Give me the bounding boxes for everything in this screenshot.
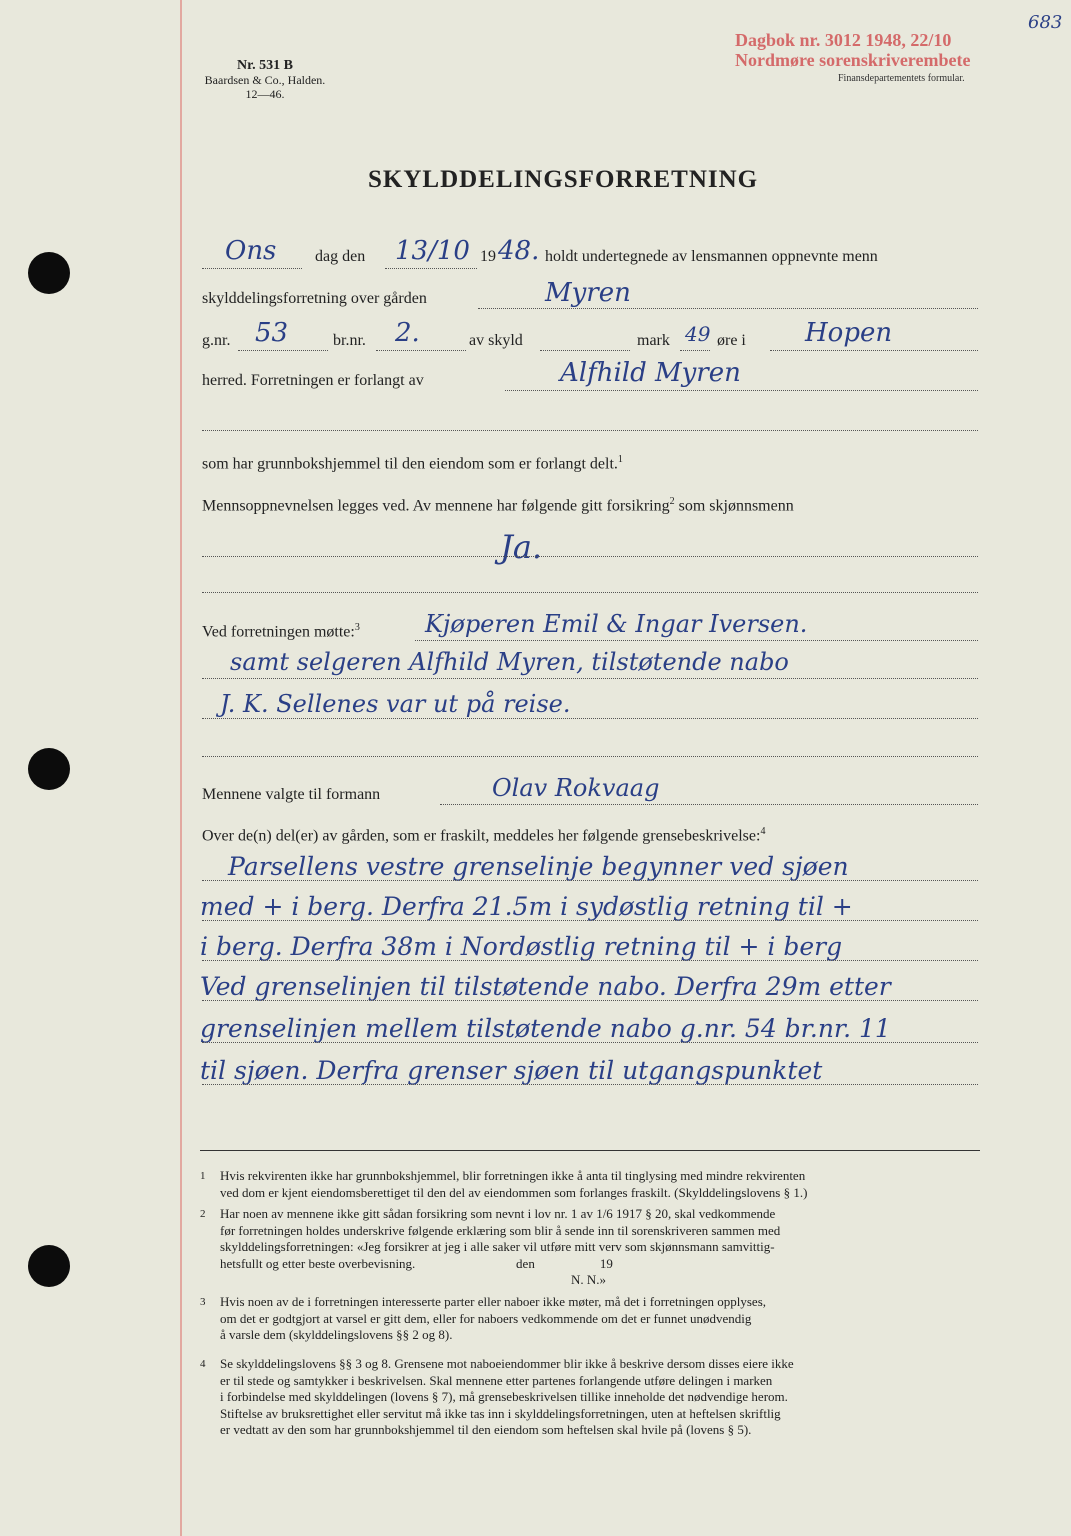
fill-line [202,556,978,557]
footnote-line: i forbindelse med skylddelingen (lovens § 7), må grensebeskrivelsen tillike inneholde det nødvendige herom. [220,1389,788,1404]
footnote-line: Stiftelse av bruksrettighet eller servitut må ikke tas inn i skylddelingsforretningen, uten at heftelsen skriftlig [220,1405,781,1421]
form-number-block [200,58,330,101]
label-over-deler: Over de(n) del(er) av gården, som er fraskilt, meddeles her følgende grensebeskrivelse:$^4$ [202,826,766,845]
attendee-line: J. K. Sellenes var ut på reise. [220,690,571,718]
footnote-line: å varsle dem (skylddelingslovens §§ 2 og 8). [220,1327,453,1342]
label-gnr: g.nr. [202,332,231,349]
boundary-line: i berg. Derfra 38m i Nordøstlig retning til + i berg [200,932,843,961]
footnote-line: før forretningen holdes underskrive følgende erklæring som blir å sende inn til sorenskriveren sammen med [220,1222,781,1238]
page-number: 683 [1028,12,1063,33]
boundary-line: til sjøen. Derfra grenser sjøen til utgangspunktet [200,1056,823,1085]
footnote-line: Hvis rekvirenten ikke har grunnbokshjemmel, blir forretningen ikke å anta til tinglysing med mindre rekvirenten [220,1168,806,1183]
year-handwritten: 48. [498,236,540,266]
footnote-line: er vedtatt av den som har grunnbokshjemmel til den eiendom som heftelsen skal hvile på (lovens § 5). [220,1422,752,1437]
label-mott: Ved forretningen møtte:$^3$ [202,622,360,641]
fill-line [202,1084,978,1085]
fill-line [376,350,466,351]
requested-by-handwritten: Alfhild Myren [560,358,741,388]
print-date: 12—46. [245,87,285,101]
boundary-line: grenselinjen mellem tilstøtende nabo g.nr. 54 br.nr. 11 [200,1014,891,1043]
footnote-line: Hvis noen av de i forretningen interesserte parter eller naboer ikke møter, må det i forretningen opplyses, [220,1294,767,1309]
stamp-line-1: Dagbok nr. 3012 1948, 22/10 [735,30,952,50]
footnote-line: N. N.» [220,1272,607,1287]
footnote-line: Har noen av mennene ikke gitt sådan forsikring som nevnt i lov nr. 1 av 1/6 1917 § 20, skal vedkommende [220,1206,776,1221]
footnote-line: er til stede og samtykker i beskrivelsen. Skal mennene etter partenes forlangende utføre delingen i marken [220,1372,773,1388]
label-mennsopp: Mennsoppnevnelsen legges ved. Av mennene har følgende gitt forsikring$^2$ som skjønnsmenn [202,496,794,515]
fill-line [680,350,710,351]
fill-line [238,350,328,351]
fill-line [202,718,978,719]
punch-hole [28,252,70,294]
label-herred: herred. Forretningen er forlangt av [202,372,424,389]
footnote-line: om det er godtgjort at varsel er gitt dem, eller for naboers vedkommende om det er funnet unødvendig [220,1310,752,1326]
attendee-line: Kjøperen Emil & Ingar Iversen. [425,610,808,638]
page-title: SKYLDDELINGSFORRETNING [368,166,759,193]
department-note: Finansdepartementets formular. [838,73,965,84]
brnr-handwritten: 2. [395,318,420,348]
fill-line [202,1042,978,1043]
form-number: Nr. 531 B [237,58,293,73]
date-handwritten: 13/10 [395,236,470,266]
punch-hole [28,1245,70,1287]
label-holdt: holdt undertegnede av lensmannen oppnevnte menn [545,248,878,265]
fill-line [202,678,978,679]
ore-handwritten: 49 [685,322,711,346]
chairman-handwritten: Olav Rokvaag [492,774,660,802]
label-mark: mark [637,332,670,349]
label-dag-den: dag den [315,248,366,265]
attendee-line: samt selgeren Alfhild Myren, tilstøtende nabo [230,648,789,676]
label-formann: Mennene valgte til formann [202,786,381,803]
footnote-number: 3 [200,1296,206,1308]
label-ore-i: øre i [717,332,746,349]
fill-line [202,920,978,921]
footnote-4 [200,1356,985,1439]
label-av-skyld: av skyld [469,332,523,349]
fill-line [385,268,477,269]
fill-line [478,308,978,309]
footnote-line: Se skylddelingslovens §§ 3 og 8. Grensene mot naboeiendommer blir ikke å beskrive dersom disses eiere ikke [220,1356,794,1371]
fill-line [770,350,978,351]
municipality-handwritten: Hopen [805,318,893,348]
fill-line [202,268,302,269]
footnote-number: 2 [200,1208,206,1220]
footnote-3 [200,1294,985,1344]
red-margin-line [180,0,182,1536]
assurance-handwritten: Ja. [500,528,543,566]
footnote-line: ved dom er kjent eiendomsberettiget til den del av eiendommen som forlanges fraskilt. (Skylddelingslovens § 1.) [220,1184,808,1200]
printer: Baardsen & Co., Halden. [204,73,326,87]
boundary-line: Parsellens vestre grenselinje begynner ved sjøen [228,852,849,881]
journal-stamp [735,30,970,70]
label-year-prefix: 19 [480,248,496,265]
footnote-2 [200,1206,985,1289]
weekday-handwritten: Ons [225,236,277,266]
fill-line [540,350,630,351]
fill-line [202,960,978,961]
label-over-garden: skylddelingsforretning over gården [202,290,427,307]
footnote-line: skylddelingsforretningen: «Jeg forsikrer at jeg i alle saker vil utføre mitt verv som skjønnsmann samvittig- [220,1239,775,1254]
footnote-1 [200,1168,985,1201]
stamp-line-2: Nordmøre sorenskriverembete [735,50,971,70]
fill-line [440,804,978,805]
fill-line [202,1000,978,1001]
fill-line [202,756,978,757]
punch-hole [28,748,70,790]
label-grunnbok: som har grunnbokshjemmel til den eiendom som er forlangt delt.$^1$ [202,454,623,473]
footnote-line: hetsfullt og etter beste overbevisning. den 19 [220,1255,613,1271]
boundary-line: med + i berg. Derfra 21.5m i sydøstlig retning til + [200,892,853,921]
footnote-number: 1 [200,1170,206,1182]
farm-handwritten: Myren [545,278,631,308]
fill-line [202,430,978,431]
footnote-number: 4 [200,1358,206,1370]
fill-line [505,390,978,391]
fill-line [202,880,978,881]
gnr-handwritten: 53 [255,318,289,348]
label-brnr: br.nr. [333,332,366,349]
fill-line [415,640,978,641]
footnote-separator [200,1150,980,1151]
boundary-line: Ved grenselinjen til tilstøtende nabo. Derfra 29m etter [200,972,891,1001]
fill-line [202,592,978,593]
